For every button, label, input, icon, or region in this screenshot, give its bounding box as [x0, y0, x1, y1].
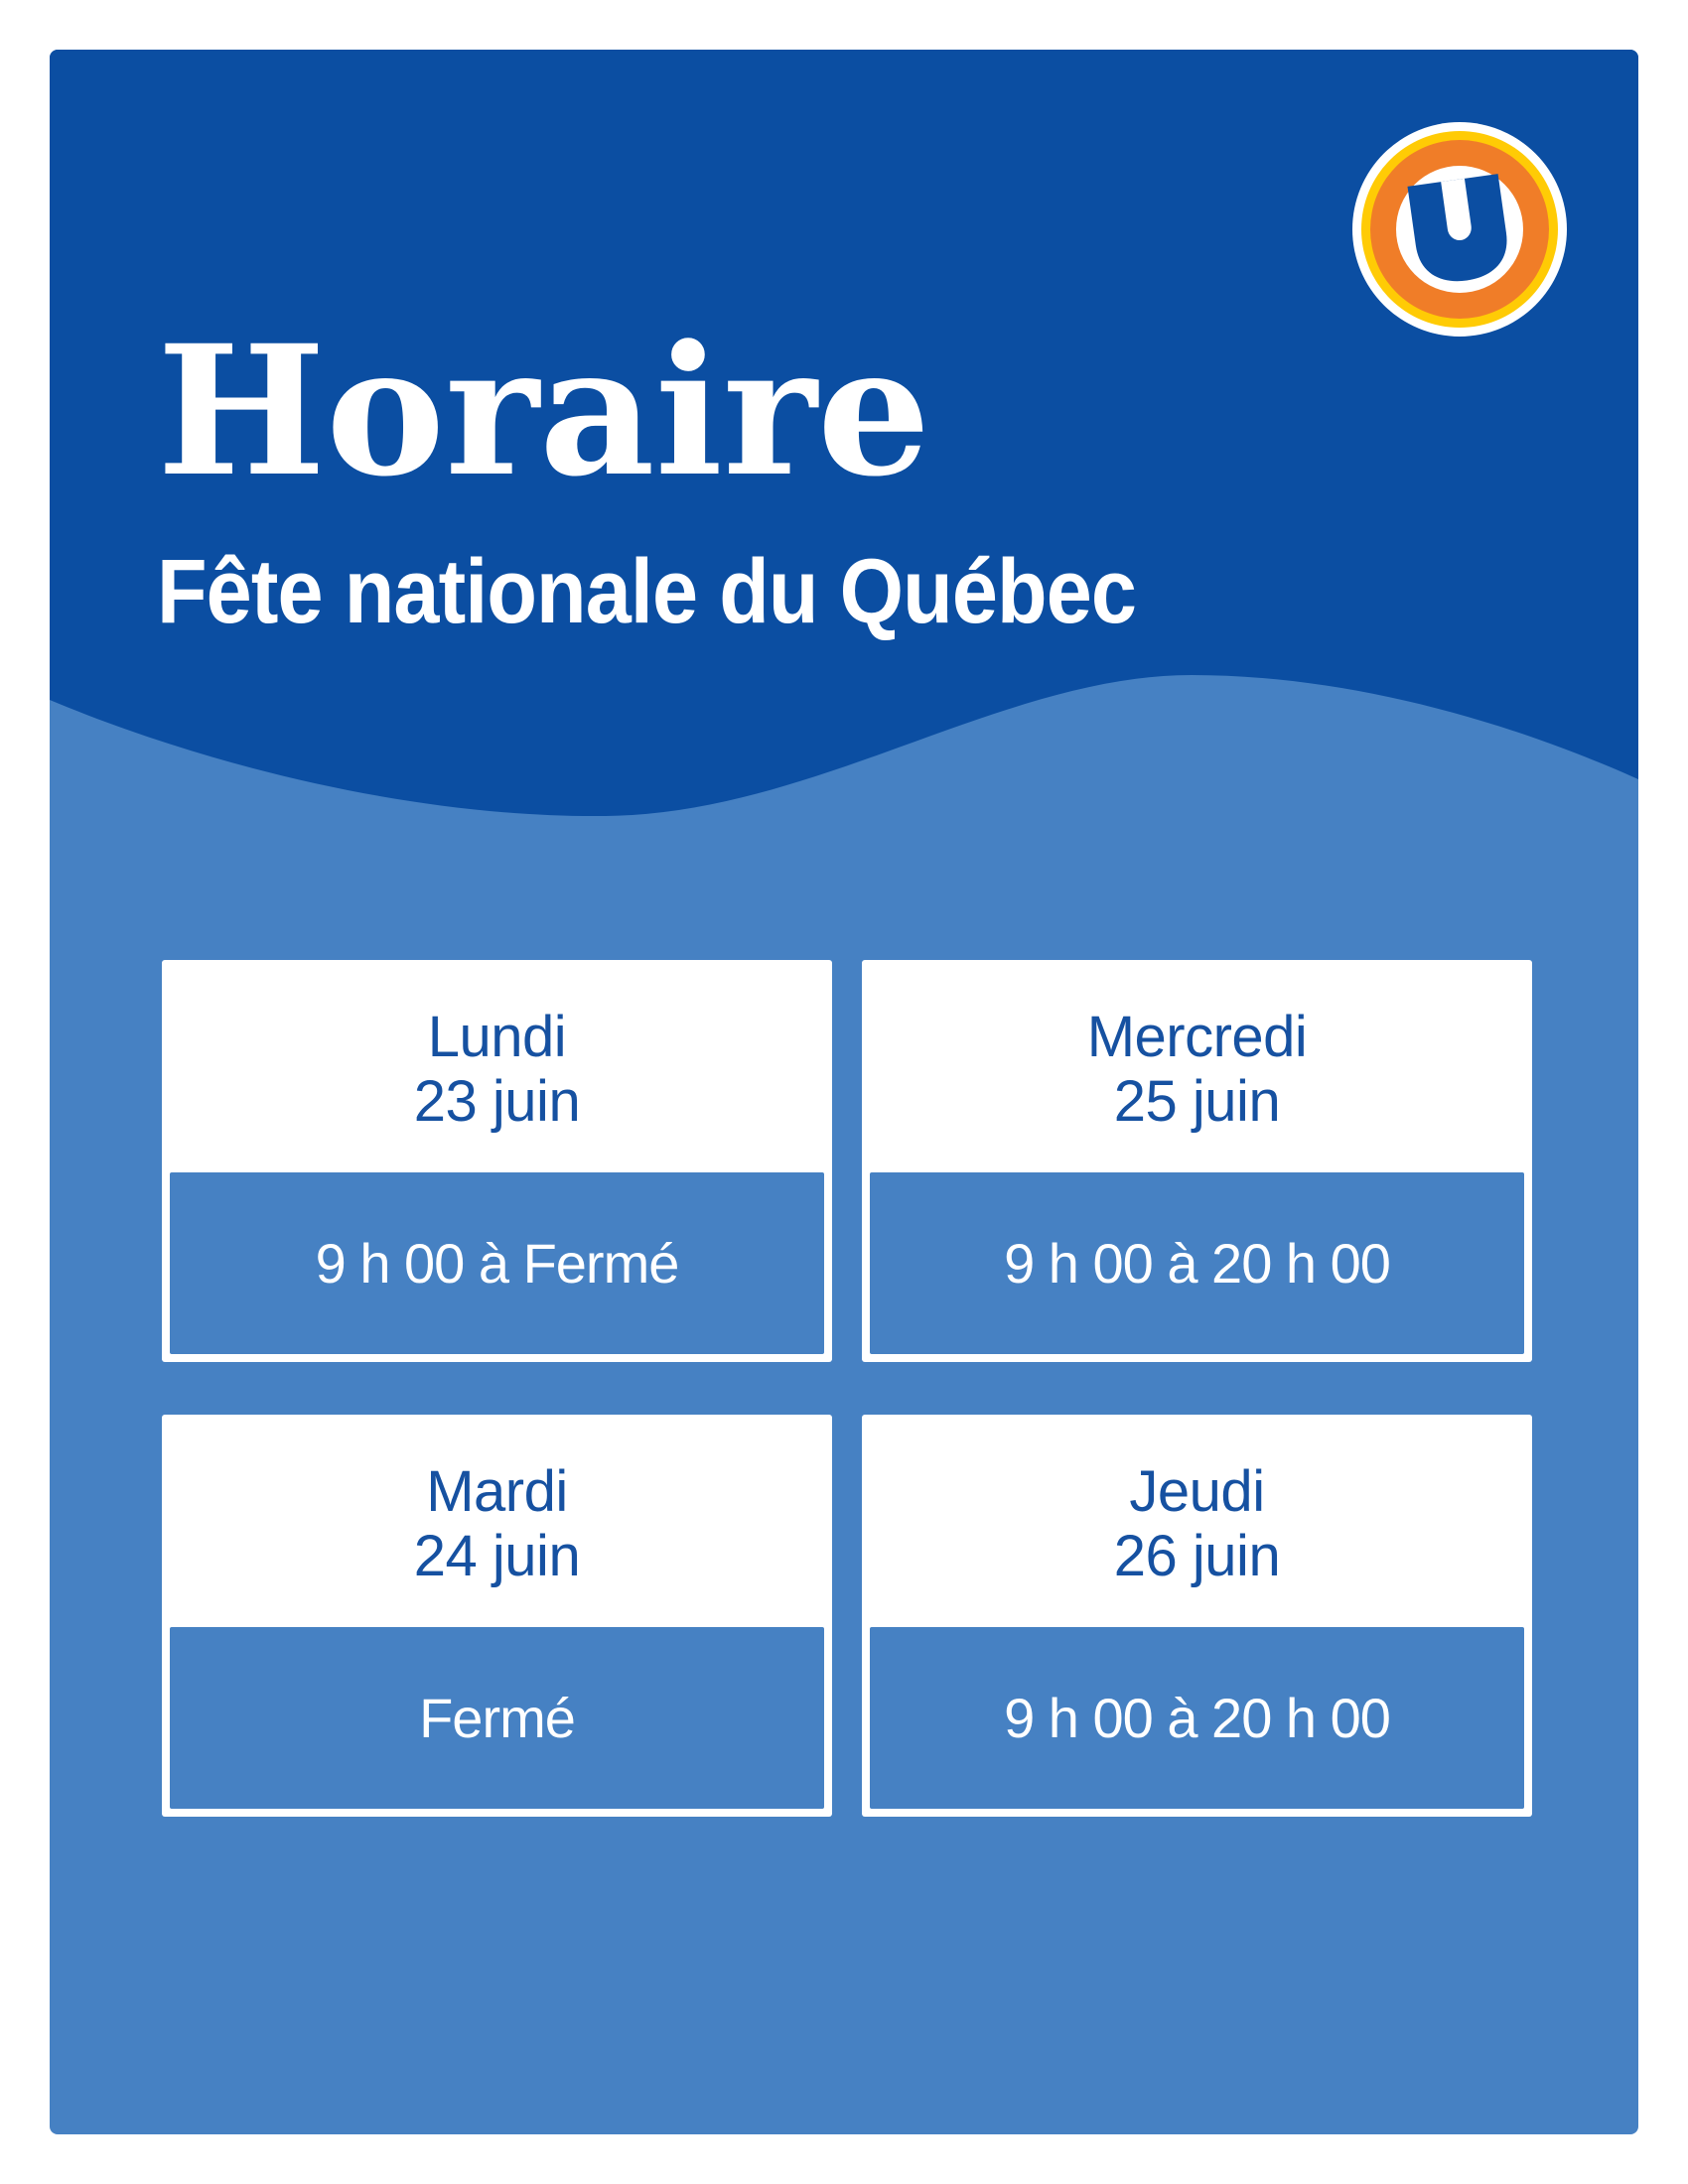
page-title: Horaire: [157, 307, 931, 516]
hours-text: 9 h 00 à 20 h 00: [1004, 1687, 1390, 1749]
day-date: 23 juin: [413, 1069, 581, 1134]
hours-panel: [170, 1627, 824, 1809]
day-name: Mercredi: [1086, 1005, 1308, 1069]
card-day-section: [870, 1415, 1524, 1627]
page-subtitle: Fête nationale du Québec: [157, 541, 1136, 642]
card-day-section: [170, 960, 824, 1172]
schedule-card-mardi: [162, 1415, 832, 1817]
day-date: 24 juin: [413, 1524, 581, 1588]
day-name: Mardi: [426, 1459, 568, 1524]
hours-text: Fermé: [419, 1687, 575, 1749]
day-date: 25 juin: [1113, 1069, 1281, 1134]
day-name: Lundi: [427, 1005, 567, 1069]
schedule-card-mercredi: [862, 960, 1532, 1362]
day-date: 26 juin: [1113, 1524, 1281, 1588]
schedule-card-lundi: [162, 960, 832, 1362]
hours-panel: [170, 1172, 824, 1354]
uniprix-logo: [1352, 122, 1567, 337]
hours-panel: [870, 1627, 1524, 1809]
schedule-grid: [162, 960, 1532, 1817]
logo-u-icon: [1352, 122, 1567, 337]
hours-text: 9 h 00 à 20 h 00: [1004, 1232, 1390, 1295]
poster-canvas: [50, 50, 1638, 2134]
hours-text: 9 h 00 à Fermé: [315, 1232, 679, 1295]
card-day-section: [870, 960, 1524, 1172]
day-name: Jeudi: [1129, 1459, 1265, 1524]
card-day-section: [170, 1415, 824, 1627]
schedule-card-jeudi: [862, 1415, 1532, 1817]
hours-panel: [870, 1172, 1524, 1354]
